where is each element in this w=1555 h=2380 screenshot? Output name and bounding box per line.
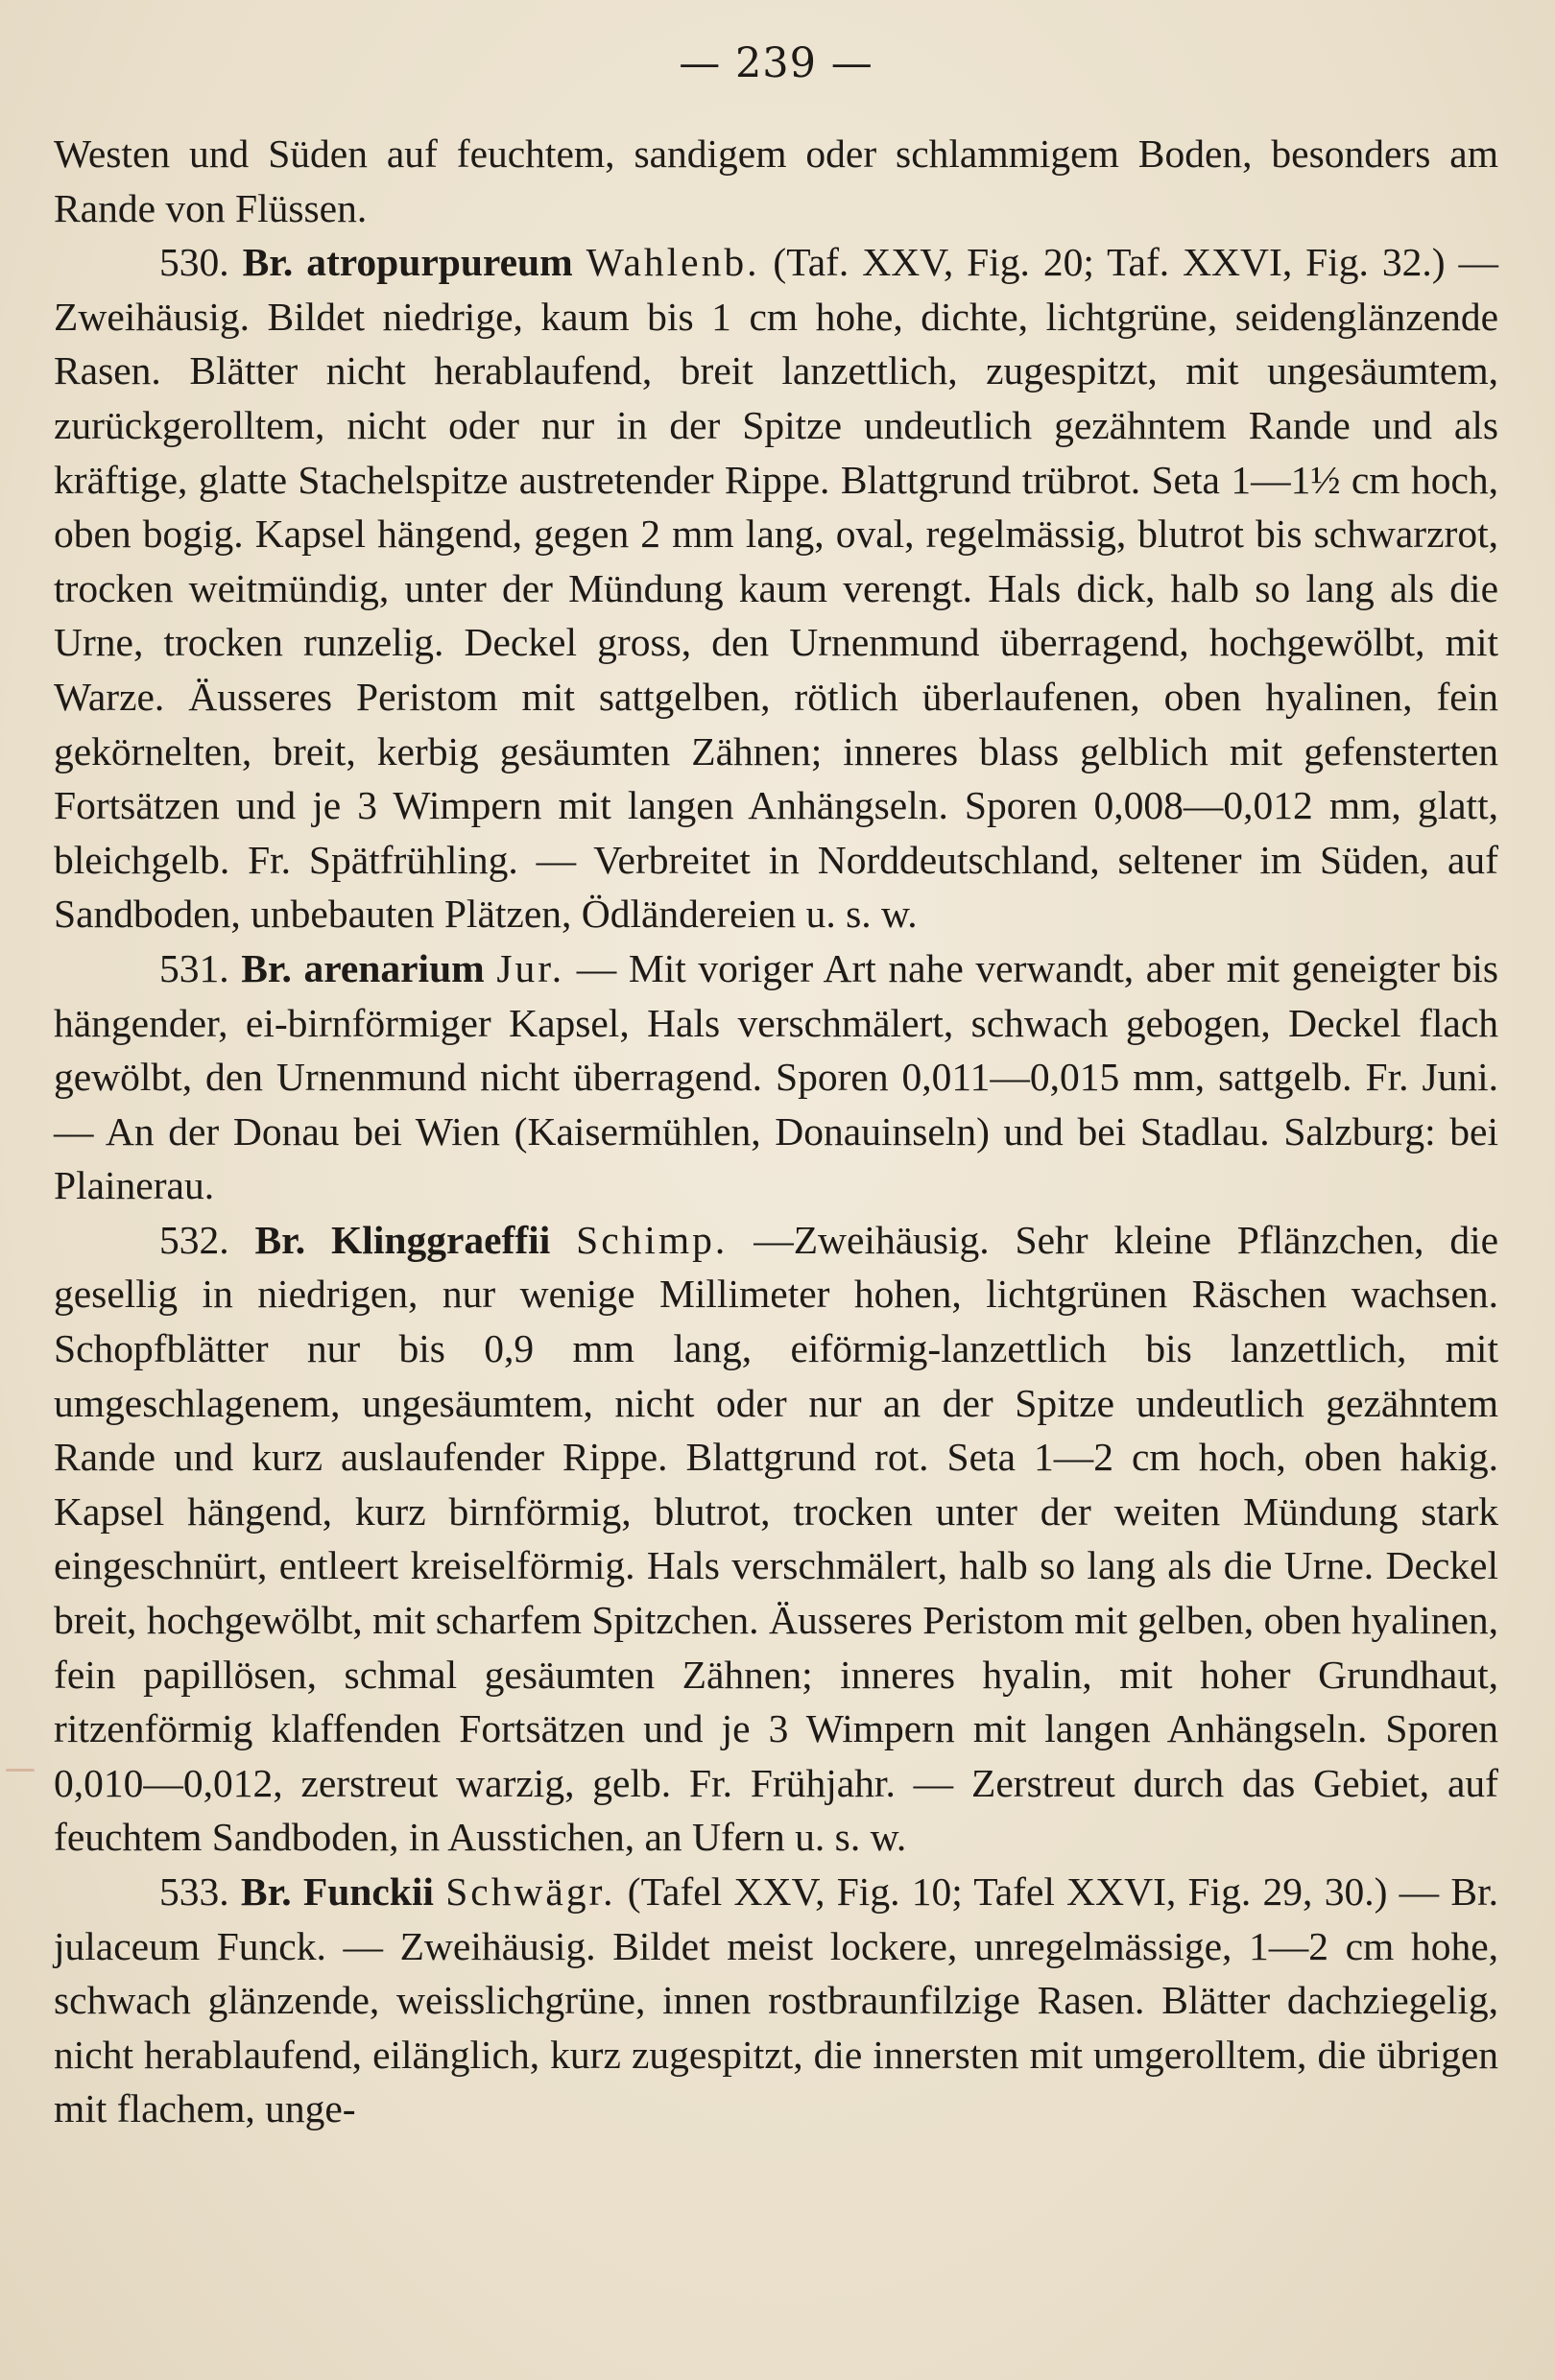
species-entry-530	[54, 235, 1498, 941]
entry-description: (Taf. XXV, Fig. 20; Taf. XXVI, Fig. 32.) — Zweihäusig. Bildet niedrige, kaum bis 1 cm hohe, dichte, lichtgrüne, seidenglänzende Rasen. Blätter nicht herablaufend, breit lanzettlich, zugespitzt, mit ungesäumtem, zurückgerolltem, nicht oder nur in der Spitze undeutlich gezähntem Rande und als kräftige, glatte Stachelspitze austretender Rippe. Blattgrund trübrot. Seta 1—1½ cm hoch, oben bogig. Kapsel hängend, gegen 2 mm lang, oval, regelmässig, blutrot bis schwarzrot, trocken weitmündig, unter der Mündung kaum verengt. Hals dick, halb so lang als die Urne, trocken runzelig. Deckel gross, den Urnenmund überragend, hochgewölbt, mit Warze. Äusseres Peristom mit sattgelben, rötlich überlaufenen, oben hyalinen, fein gekörnelten, breit, kerbig gesäumten Zähnen; inneres blass gelblich mit gefensterten Fortsätzen und je 3 Wimpern mit langen Anhängseln. Sporen 0,008—0,012 mm, glatt, bleichgelb. Fr. Spätfrühling. — Verbreitet in Norddeutschland, seltener im Süden, auf Sandboden, unbebauten Plätzen, Ödländereien u. s. w.	[54, 240, 1498, 937]
entry-description: (Tafel XXV, Fig. 10; Tafel XXVI, Fig. 29, 30.) — Br. julaceum Funck. — Zweihäusig. Bildet meist lockere, unregelmässige, 1—2 cm hohe, schwach glänzende, weisslichgrüne, innen rostbraunfilzige Rasen. Blätter dachziegelig, nicht herablaufend, eilänglich, kurz zugespitzt, die innersten mit umgerolltem, die übrigen mit flachem, unge-	[54, 1869, 1499, 2131]
book-page	[54, 35, 1498, 2357]
entry-description: — Mit voriger Art nahe verwandt, aber mit geneigter bis hängender, ei-birnförmiger Kapsel, Hals verschmälert, schwach gebogen, Deckel flach gewölbt, den Urnenmund nicht überragend. Sporen 0,011—0,015 mm, sattgelb. Fr. Juni. — An der Donau bei Wien (Kaisermühlen, Donauinseln) und bei Stadlau. Salzburg: bei Plainerau.	[54, 945, 1499, 1208]
species-author: Wahlenb.	[586, 240, 760, 285]
species-author: Schwägr.	[445, 1869, 616, 1914]
species-entry-533	[54, 1865, 1498, 2136]
entry-number: 530.	[159, 240, 229, 285]
species-author: Schimp.	[576, 1217, 729, 1262]
entry-number: 532.	[159, 1217, 229, 1262]
species-entry-532	[54, 1213, 1498, 1865]
entry-description: —Zweihäusig. Sehr kleine Pflänzchen, die gesellig in niedrigen, nur wenige Millimeter hohen, lichtgrünen Räschen wachsen. Schopfblätter nur bis 0,9 mm lang, eiförmig-lanzettlich bis lanzettlich, mit umgeschlagenem, ungesäumtem, nicht oder nur an der Spitze undeutlich gezähntem Rande und kurz auslaufender Rippe. Blattgrund rot. Seta 1—2 cm hoch, oben hakig. Kapsel hängend, kurz birnförmig, blutrot, trocken unter der weiten Mündung stark eingeschnürt, entleert kreiselförmig. Hals verschmälert, halb so lang als die Urne. Deckel breit, hochgewölbt, mit scharfem Spitzchen. Äusseres Peristom mit gelben, oben hyalinen, fein papillösen, schmal gesäumten Zähnen; inneres hyalin, mit hoher Grundhaut, ritzenförmig klaffenden Fortsätzen und je 3 Wimpern mit langen Anhängseln. Sporen 0,010—0,012, zerstreut warzig, gelb. Fr. Frühjahr. — Zerstreut durch das Gebiet, auf feuchtem Sandboden, in Ausstichen, an Ufern u. s. w.	[54, 1217, 1499, 1860]
species-entry-531	[54, 941, 1498, 1213]
species-name: Br. arenarium	[241, 945, 485, 990]
species-name: Br. Funckii	[240, 1869, 434, 1914]
species-name: Br. Klinggraeffii	[254, 1217, 551, 1262]
entry-number: 531.	[159, 945, 229, 990]
entry-number: 533.	[159, 1869, 229, 1914]
species-author: Jur.	[496, 945, 565, 990]
continuation-paragraph: Westen und Süden auf feuchtem, sandigem oder schlammigem Boden, besonders am Rande von Flüssen.	[54, 131, 1498, 230]
species-name: Br. atropurpureum	[242, 240, 573, 285]
body-text	[54, 127, 1498, 2136]
page-number: — 239 —	[679, 39, 873, 87]
margin-mark	[6, 1769, 35, 1772]
